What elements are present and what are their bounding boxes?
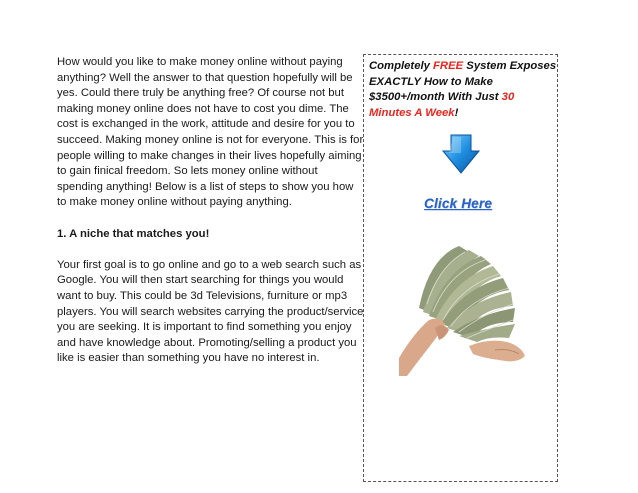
step1-body: Your first goal is to go online and go to a web search such as Google. You will then start searching for things you would want to buy. This could be 3d Televisions, furniture or mp3 players. You will search websites carrying the product/service you are seeking. It is important to find something you enjoy and have knowledge about. Promoting/selling a product you like is easier than something you have no interest in. <box>57 258 364 365</box>
ad-headline-time: 30 Minutes A Week <box>369 91 515 119</box>
article-intro: How would you like to make money online without paying anything? Well the answer to that question hopefully will be yes. Could there truly be anything free? Of course not but making money online does not have to cost you dime. The cost is exchanged in the work, attitude and desire for you to succeed. Making money online is not for everyone. This is for people willing to make changes in their lives hopefully aiming to gain finical freedom. So lets money online without spending anything! Below is a list of steps to show you how to make money online without paying anything. <box>57 56 364 209</box>
ad-box <box>363 54 558 482</box>
money-fan-image <box>399 238 529 376</box>
down-arrow-icon <box>441 133 481 175</box>
ad-headline-part1: Completely <box>369 60 434 72</box>
ad-headline-free: FREE <box>433 60 464 72</box>
ad-headline-end: ! <box>454 106 459 119</box>
ad-headline <box>369 59 557 121</box>
click-here-button[interactable]: Click Here <box>424 196 493 211</box>
article-text <box>57 55 365 367</box>
step1-heading: 1. A niche that matches you! <box>57 227 210 240</box>
ad-headline-part2: System Exposes EXACTLY How to Make $3500+/month With Just <box>369 60 557 104</box>
